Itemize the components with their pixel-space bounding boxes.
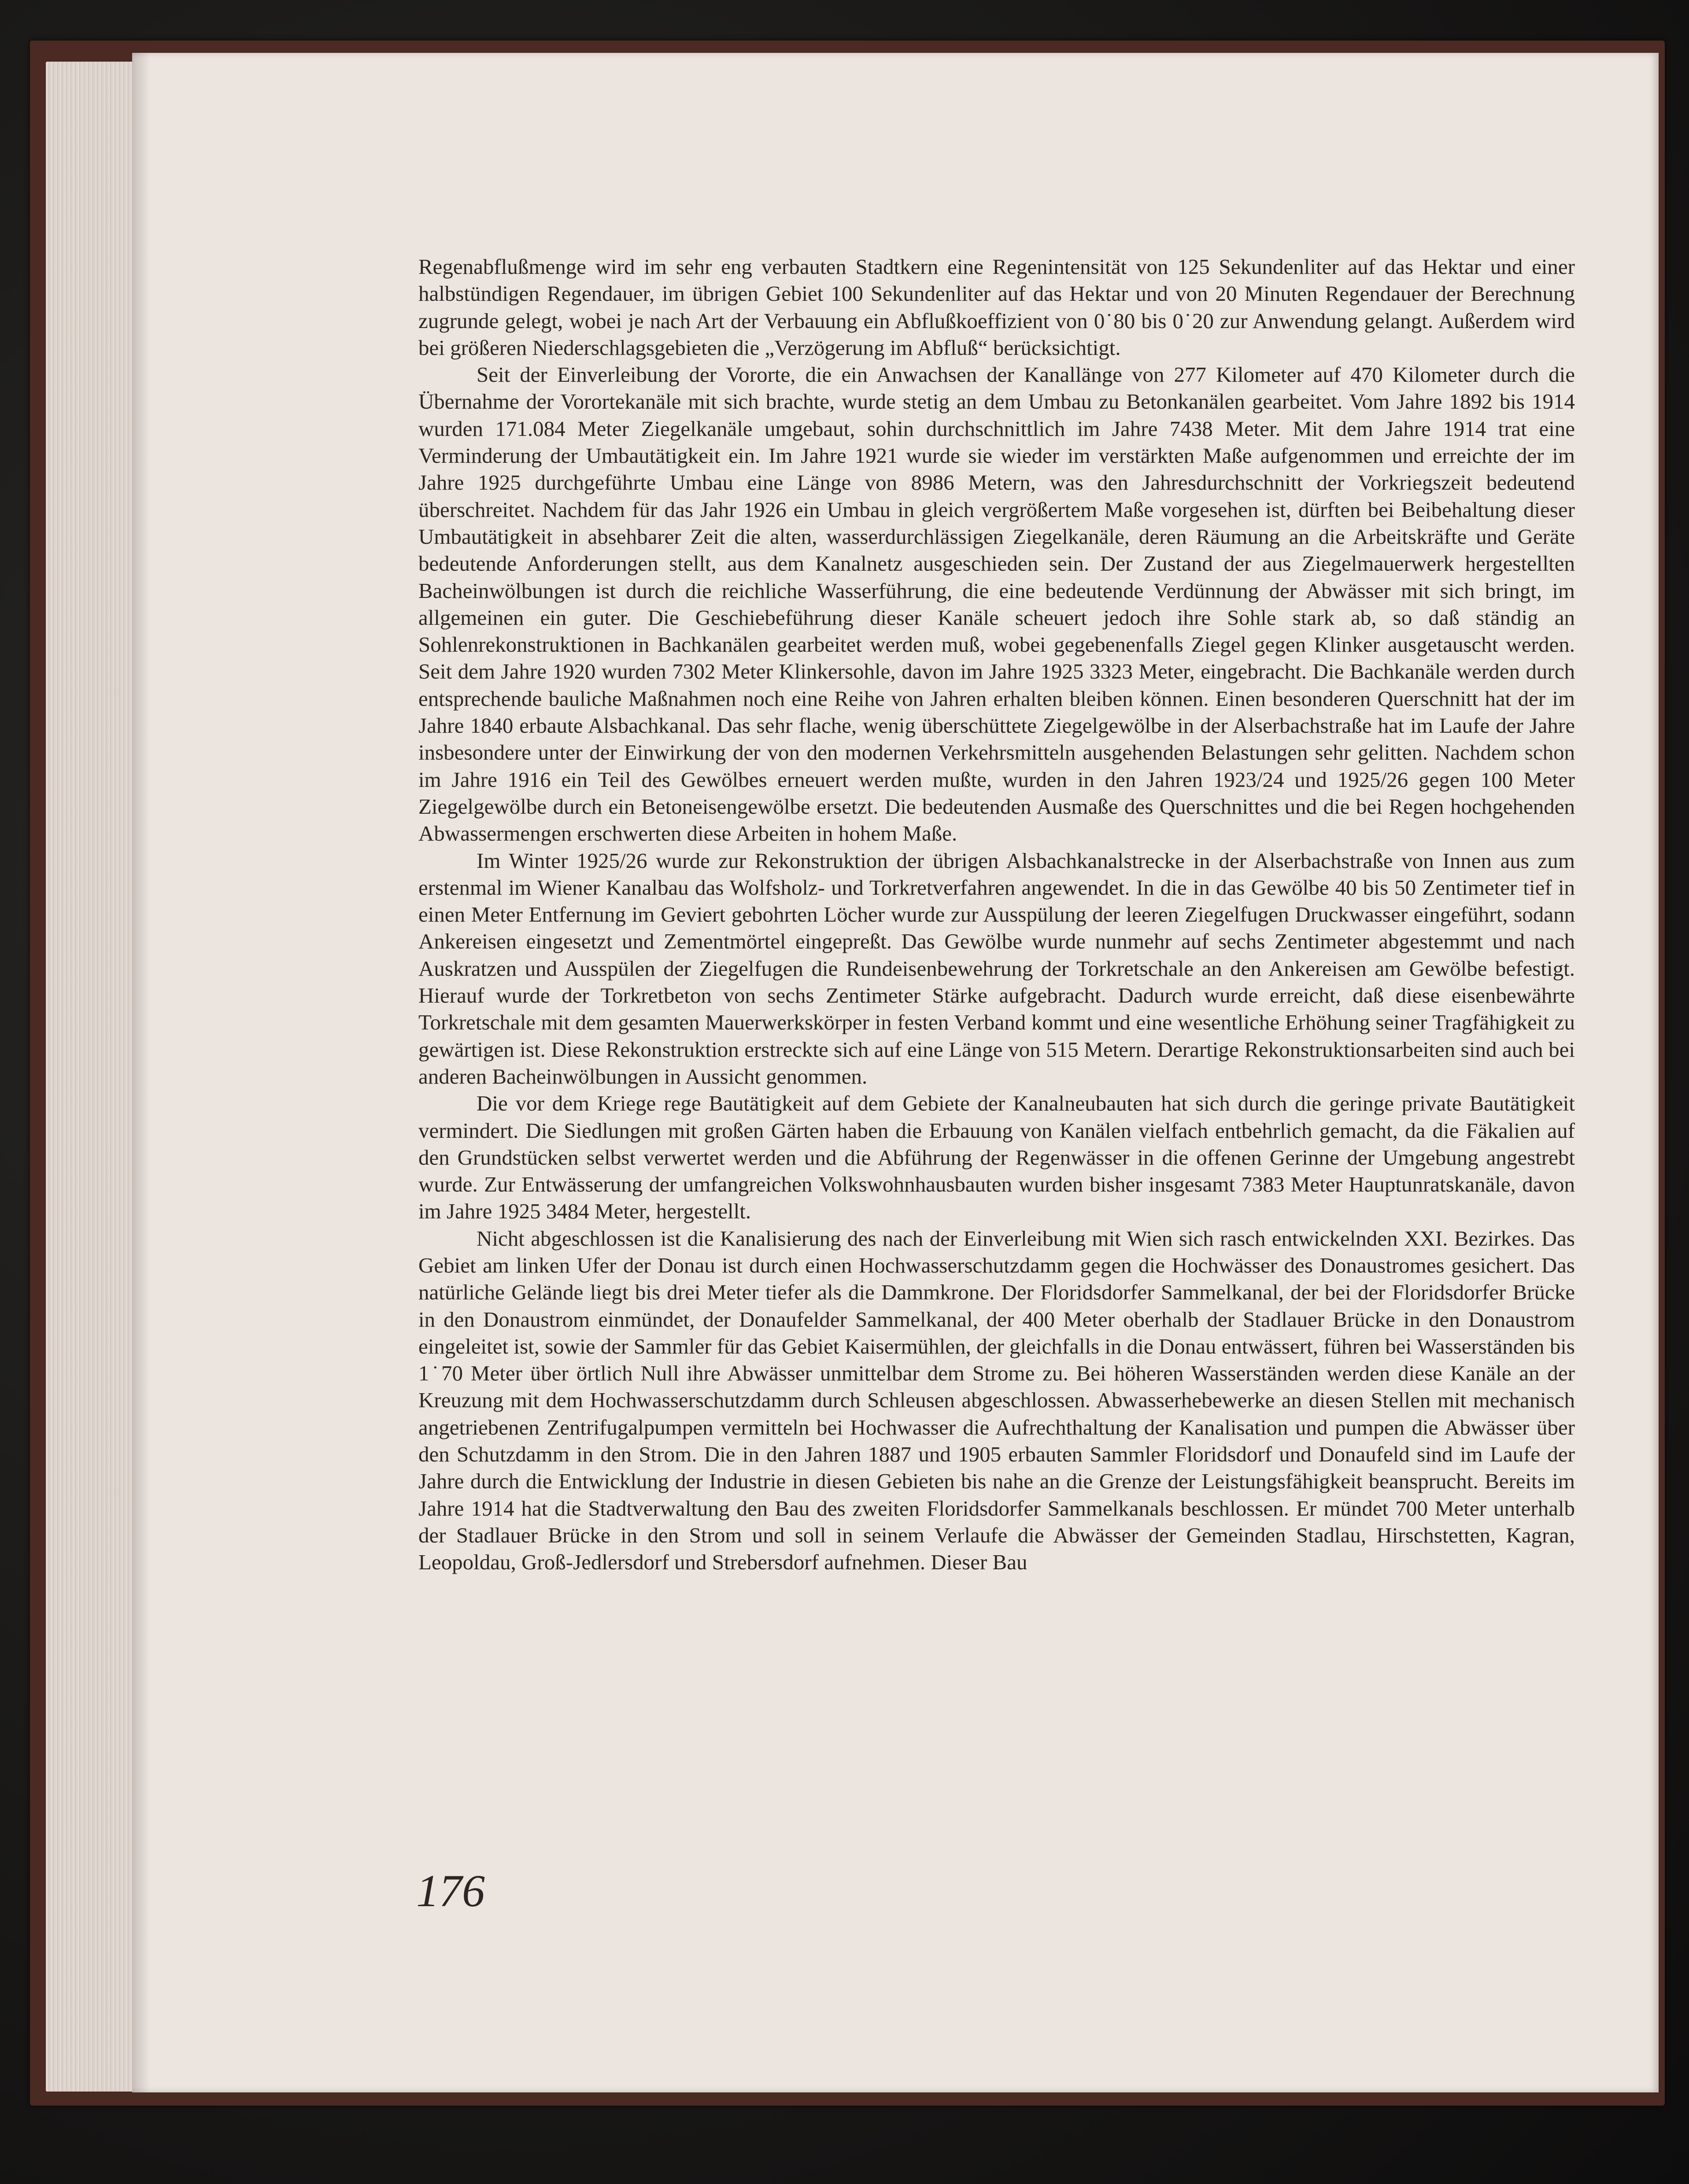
paragraph: Im Winter 1925/26 wurde zur Rekonstruktion der übrigen Alsbachkanalstrecke in der Alserbachstraße von Innen aus zum erstenmal im Wiener Kanalbau das Wolfsholz- und Torkretverfahren angewendet. In die in das Gewölbe 40 bis 50 Zentimeter tief in einen Meter Entfernung im Geviert gebohrten Löcher wurde zur Ausspülung der leeren Ziegelfugen Druckwasser eingeführt, sodann Ankereisen eingesetzt und Zementmörtel eingepreßt. Das Gewölbe wurde nunmehr auf sechs Zentimeter abgestemmt und nach Auskratzen und Ausspülen der Ziegelfugen die Rundeisenbewehrung der Torkretschale an den Ankereisen am Gewölbe befestigt. Hierauf wurde der Torkretbeton von sechs Zentimeter Stärke aufgebracht. Dadurch wurde erreicht, daß diese eisenbewährte Torkretschale mit dem gesamten Mauerwerkskörper in festen Verband kommt und eine wesentliche Erhöhung seiner Tragfähigkeit zu gewärtigen ist. Diese Rekonstruktion erstreckte sich auf eine Länge von 515 Metern. Derartige Rekonstruktionsarbeiten sind auch bei anderen Bacheinwölbungen in Aussicht genommen. [418, 848, 1575, 1088]
gutter-shadow [132, 53, 150, 2092]
body-text [418, 253, 1575, 1576]
paragraph: Seit der Einverleibung der Vororte, die ein Anwachsen der Kanallänge von 277 Kilometer auf 470 Kilometer durch die Übernahme der Vorortekanäle mit sich brachte, wurde stetig an dem Umbau zu Betonkanälen gearbeitet. Vom Jahre 1892 bis 1914 wurden 171.084 Meter Ziegelkanäle umgebaut, sohin durchschnittlich im Jahre 7438 Meter. Mit dem Jahre 1914 trat eine Verminderung der Umbautätigkeit ein. Im Jahre 1921 wurde sie wieder im verstärkten Maße aufgenommen und erreichte der im Jahre 1925 durchgeführte Umbau eine Länge von 8986 Metern, was den Jahresdurchschnitt der Vorkriegszeit bedeutend überschreitet. Nachdem für das Jahr 1926 ein Umbau in gleich vergrößertem Maße vorgesehen ist, dürften bei Beibehaltung dieser Umbautätigkeit in absehbarer Zeit die alten, wasserdurchlässigen Ziegelkanäle, deren Räumung an die Arbeitskräfte und Geräte bedeutende Anforderungen stellt, aus dem Kanalnetz ausgeschieden sein. Der Zustand der aus Ziegelmauerwerk hergestellten Bacheinwölbungen ist durch die reichliche Wasserführung, die eine bedeutende Verdünnung der Abwässer mit sich bringt, im allgemeinen ein guter. Die Geschiebeführung dieser Kanäle scheuert jedoch ihre Sohle stark ab, so daß ständig an Sohlenrekonstruktionen in Bachkanälen gearbeitet werden muß, wobei gegebenenfalls Ziegel gegen Klinker ausgetauscht werden. Seit dem Jahre 1920 wurden 7302 Meter Klinkersohle, davon im Jahre 1925 3323 Meter, eingebracht. Die Bachkanäle werden durch entsprechende bauliche Maßnahmen noch eine Reihe von Jahren erhalten bleiben können. Einen besonderen Querschnitt hat der im Jahre 1840 erbaute Alsbachkanal. Das sehr flache, wenig überschüttete Ziegelgewölbe in der Alserbachstraße hat im Laufe der Jahre insbesondere unter der Einwirkung der von den modernen Verkehrsmitteln ausgehenden Belastungen sehr gelitten. Nachdem schon im Jahre 1916 ein Teil des Gewölbes erneuert werden mußte, wurden in den Jahren 1923/24 und 1925/26 gegen 100 Meter Ziegelgewölbe durch ein Betoneisengewölbe ersetzt. Die bedeutenden Ausmaße des Querschnittes und die bei Regen hochgehenden Abwassermengen erschwerten diese Arbeiten in hohem Maße. [418, 362, 1575, 846]
paragraph: Die vor dem Kriege rege Bautätigkeit auf dem Gebiete der Kanalneubauten hat sich durch die geringe private Bautätigkeit vermindert. Die Siedlungen mit großen Gärten haben die Erbauung von Kanälen vielfach entbehrlich gemacht, da die Fäkalien auf den Grundstücken selbst verwertet werden und die Abführung der Regenwässer in die offenen Gerinne der Umgebung angestrebt wurde. Zur Entwässerung der umfangreichen Volkswohnhausbauten wurden bisher insgesamt 7383 Meter Hauptunratskanäle, davon im Jahre 1925 3484 Meter, hergestellt. [418, 1091, 1575, 1224]
paragraph: Regenabflußmenge wird im sehr eng verbauten Stadtkern eine Regenintensität von 125 Sekundenliter auf das Hektar und einer halbstündigen Regendauer, im übrigen Gebiet 100 Sekundenliter auf das Hektar und von 20 Minuten Regendauer der Berechnung zugrunde gelegt, wobei je nach Art der Verbauung ein Abflußkoeffizient von 0˙80 bis 0˙20 zur Anwendung gelangt. Außerdem wird bei größeren Niederschlagsgebieten die „Verzögerung im Abfluß“ berücksichtigt. [418, 255, 1575, 360]
page-number: 176 [416, 1866, 485, 1916]
paragraph: Nicht abgeschlossen ist die Kanalisierung des nach der Einverleibung mit Wien sich rasch entwickelnden XXI. Bezirkes. Das Gebiet am linken Ufer der Donau ist durch einen Hochwasserschutzdamm gegen die Hochwässer des Donaustromes gesichert. Das natürliche Gelände liegt bis drei Meter tiefer als die Dammkrone. Der Floridsdorfer Sammelkanal, der bei der Floridsdorfer Brücke in den Donaustrom einmündet, der Donaufelder Sammelkanal, der 400 Meter oberhalb der Stadlauer Brücke in den Donaustrom eingeleitet ist, sowie der Sammler für das Gebiet Kaisermühlen, der gleichfalls in die Donau entwässert, führen bei Wasserständen bis 1˙70 Meter über örtlich Null ihre Abwässer unmittelbar dem Strome zu. Bei höheren Wasserständen werden diese Kanäle an der Kreuzung mit dem Hochwasserschutzdamm durch Schleusen abgeschlossen. Abwasserhebewerke an diesen Stellen mit mechanisch angetriebenen Zentrifugalpumpen vermitteln bei Hochwasser die Aufrechthaltung der Kanalisation und pumpen die Abwässer über den Schutzdamm in den Strom. Die in den Jahren 1887 und 1905 erbauten Sammler Floridsdorf und Donaufeld sind im Laufe der Jahre durch die Entwicklung der Industrie in diesen Gebieten bis nahe an die Grenze der Leistungsfähigkeit beansprucht. Bereits im Jahre 1914 hat die Stadtverwaltung den Bau des zweiten Floridsdorfer Sammelkanals beschlossen. Er mündet 700 Meter unterhalb der Stadlauer Brücke in den Strom und soll in seinem Verlaufe die Abwässer der Gemeinden Stadlau, Hirschstetten, Kagran, Leopoldau, Groß-Jedlersdorf und Strebersdorf aufnehmen. Dieser Bau [418, 1226, 1575, 1575]
